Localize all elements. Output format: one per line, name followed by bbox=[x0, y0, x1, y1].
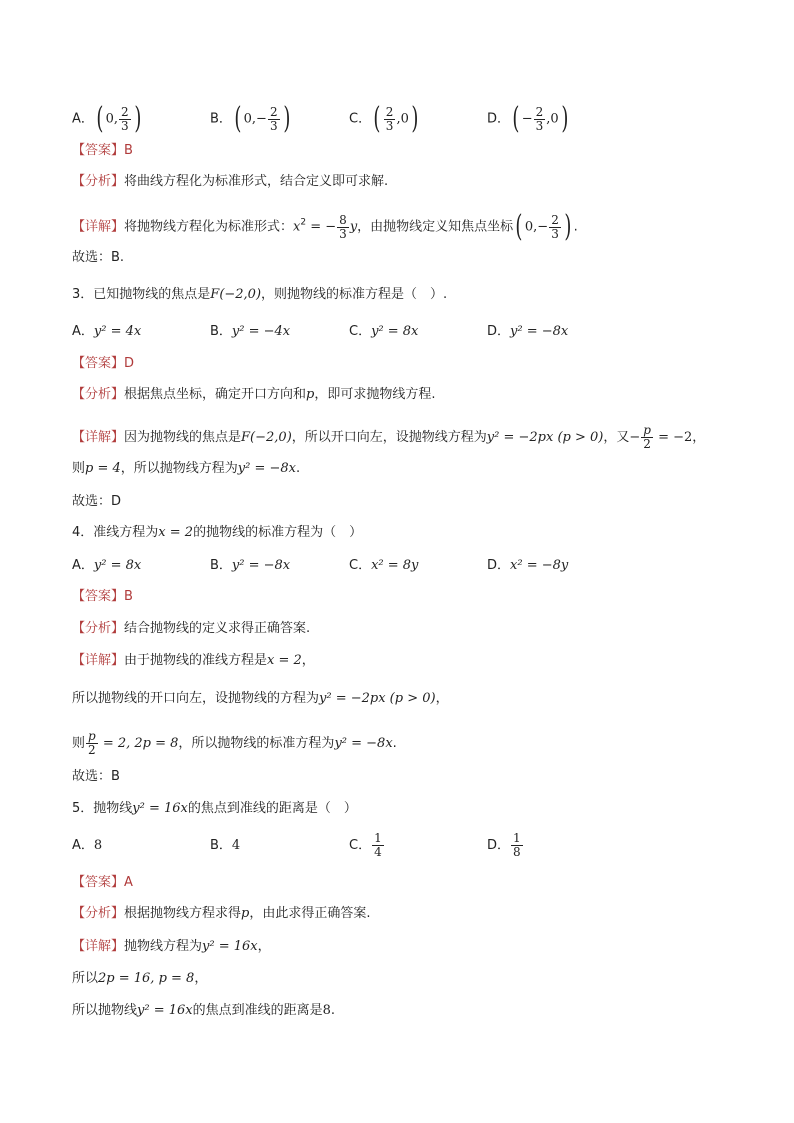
q2-analysis bbox=[72, 173, 388, 191]
numerator: 2 bbox=[535, 104, 544, 119]
detail-tag: 【详解】 bbox=[72, 653, 125, 668]
option-label: B． bbox=[210, 324, 232, 339]
option-value: y² = −8x bbox=[510, 324, 569, 339]
option-value: ,0 bbox=[546, 111, 559, 127]
detail-text: . bbox=[392, 736, 397, 751]
analysis-tag: 【分析】 bbox=[72, 621, 125, 636]
option-label: C． bbox=[349, 558, 372, 573]
numerator: 1 bbox=[513, 831, 521, 845]
option-value: y² = −8x bbox=[231, 558, 291, 573]
q5-detail bbox=[72, 938, 271, 956]
numerator: p bbox=[88, 729, 96, 743]
q2-option-d bbox=[487, 101, 570, 136]
analysis-text: 结合抛物线的定义求得正确答案. bbox=[124, 621, 311, 636]
denominator: 3 bbox=[385, 118, 394, 133]
q4-analysis bbox=[72, 620, 310, 638]
option-value: 0,− bbox=[243, 111, 267, 127]
stem-text: ．已知抛物线的焦点是 bbox=[80, 287, 211, 302]
fraction bbox=[268, 106, 280, 133]
analysis-text: ，由此求得正确答案. bbox=[249, 906, 371, 921]
detail-text: 所以抛物线的开口向左，设抛物线的方程为 bbox=[72, 691, 320, 706]
q3-choose: 故选：D bbox=[72, 494, 122, 509]
q5-answer bbox=[72, 874, 133, 892]
detail-text: 将抛物线方程化为标准形式： bbox=[124, 219, 294, 235]
option-label: B． bbox=[210, 111, 232, 127]
q4-option-b bbox=[210, 557, 290, 575]
math-expr: x = 2 bbox=[267, 653, 302, 668]
detail-text: . bbox=[296, 461, 301, 476]
denominator: 2 bbox=[88, 743, 96, 757]
answer-tag: 【答案】 bbox=[72, 589, 125, 604]
detail-text: ，所以开口向左，设抛物线方程为 bbox=[291, 430, 487, 445]
q5-option-c bbox=[349, 832, 385, 859]
math-expr: F(−2,0) bbox=[210, 287, 262, 302]
q4-detail-line3 bbox=[72, 730, 397, 757]
q4-detail bbox=[72, 652, 315, 670]
option-value: y² = 8x bbox=[93, 558, 142, 573]
option-label: D． bbox=[487, 111, 511, 127]
paren-right: ) bbox=[411, 101, 419, 136]
q3-stem bbox=[72, 286, 447, 304]
math-expr: 2p = 16, p = 8 bbox=[98, 971, 195, 986]
denominator: 3 bbox=[121, 118, 129, 133]
answer-tag: 【答案】 bbox=[72, 875, 125, 890]
numerator: 2 bbox=[269, 104, 278, 119]
option-label: A． bbox=[72, 838, 94, 853]
numerator: 2 bbox=[385, 104, 394, 119]
answer-tag: 【答案】 bbox=[72, 356, 125, 371]
detail-tag: 【详解】 bbox=[72, 430, 125, 445]
q2-detail bbox=[72, 209, 578, 244]
q5-option-a bbox=[72, 837, 102, 855]
paren-right: ) bbox=[564, 209, 572, 244]
q4-stem bbox=[72, 524, 362, 542]
denominator: 4 bbox=[374, 845, 382, 859]
math-expr: x = 2 bbox=[158, 525, 194, 540]
detail-text: ，由抛物线定义知焦点坐标 bbox=[357, 219, 514, 235]
q4-option-a bbox=[72, 557, 141, 575]
math-var: p bbox=[306, 387, 315, 402]
q2-option-b bbox=[210, 101, 292, 136]
option-value: 4 bbox=[231, 838, 241, 853]
detail-text: 的焦点到准线的距离是 bbox=[192, 1003, 323, 1018]
math-expr: y² = −8x bbox=[334, 736, 393, 751]
q5-analysis bbox=[72, 905, 371, 923]
denominator: 3 bbox=[269, 118, 278, 133]
q5-option-b bbox=[210, 837, 240, 855]
detail-text: . bbox=[573, 219, 578, 235]
fraction bbox=[384, 106, 396, 133]
option-label: A． bbox=[72, 558, 94, 573]
detail-text: ， bbox=[435, 691, 449, 706]
fraction bbox=[549, 214, 561, 241]
option-value: ,0 bbox=[396, 111, 409, 127]
option-label: D． bbox=[487, 324, 511, 339]
answer-value: B bbox=[124, 589, 133, 604]
q4-option-c bbox=[349, 557, 418, 575]
detail-text: 因为抛物线的焦点是 bbox=[124, 430, 242, 445]
math-expr: y² = 16x bbox=[132, 801, 188, 816]
fraction bbox=[372, 832, 384, 859]
option-label: A． bbox=[72, 111, 94, 127]
detail-text: ， bbox=[301, 653, 315, 668]
option-label: C． bbox=[349, 838, 372, 853]
math-var: x bbox=[293, 219, 301, 235]
option-label: A． bbox=[72, 324, 94, 339]
option-value: 8 bbox=[93, 838, 103, 853]
math-expr: y² = −2px (p > 0) bbox=[486, 430, 604, 445]
paren-left: ( bbox=[515, 209, 523, 244]
denominator: 3 bbox=[551, 226, 559, 241]
q5-option-d bbox=[487, 832, 524, 859]
option-value: y² = 4x bbox=[93, 324, 142, 339]
paren-left: ( bbox=[96, 101, 104, 136]
stem-text: ．准线方程为 bbox=[80, 525, 159, 540]
math-expr: y² = 16x bbox=[137, 1003, 193, 1018]
math-expr: = 2, 2p = 8 bbox=[98, 736, 179, 751]
answer-value: A bbox=[124, 875, 133, 890]
q5-detail-line3 bbox=[72, 1002, 335, 1020]
analysis-tag: 【分析】 bbox=[72, 387, 125, 402]
stem-text: ，则抛物线的标准方程是（ ）. bbox=[261, 287, 448, 302]
fraction bbox=[641, 424, 653, 451]
detail-tag: 【详解】 bbox=[72, 219, 125, 235]
q2-option-a bbox=[72, 101, 143, 136]
q4-answer bbox=[72, 588, 133, 606]
q3-detail bbox=[72, 424, 705, 451]
question-number: 5 bbox=[72, 801, 81, 816]
fraction bbox=[534, 106, 546, 133]
detail-text: 由于抛物线的准线方程是 bbox=[124, 653, 268, 668]
q2-choose: 故选：B. bbox=[72, 250, 125, 265]
q3-option-a bbox=[72, 323, 141, 341]
analysis-text: 将曲线方程化为标准形式，结合定义即可求解. bbox=[124, 174, 389, 189]
math-expr: = −2， bbox=[653, 430, 706, 445]
detail-text: ，又 bbox=[603, 430, 630, 445]
q4-choose: 故选：B bbox=[72, 769, 120, 784]
answer-value: B bbox=[124, 143, 133, 158]
q2-option-c bbox=[349, 101, 421, 136]
paren-right: ) bbox=[561, 101, 569, 136]
math-text: 0,− bbox=[524, 219, 549, 235]
numerator: 8 bbox=[339, 212, 347, 227]
detail-text: 则 bbox=[72, 736, 86, 751]
math-expr: y² = 16x bbox=[202, 939, 258, 954]
stem-text: 的抛物线的标准方程为（ ） bbox=[193, 525, 363, 540]
q3-answer bbox=[72, 355, 134, 373]
option-value: y² = −4x bbox=[231, 324, 291, 339]
detail-text: 抛物线方程为 bbox=[124, 939, 203, 954]
q3-option-b bbox=[210, 323, 290, 341]
option-value: x² = 8y bbox=[371, 558, 419, 573]
option-label: C． bbox=[349, 111, 372, 127]
q4-option-d bbox=[487, 557, 568, 575]
denominator: 3 bbox=[535, 118, 544, 133]
detail-text: 则 bbox=[72, 461, 86, 476]
math-op: = − bbox=[306, 219, 337, 235]
detail-text: . bbox=[330, 1003, 336, 1018]
analysis-text: 根据焦点坐标，确定开口方向和 bbox=[124, 387, 307, 402]
numerator: p bbox=[643, 423, 651, 437]
q2-answer bbox=[72, 142, 133, 160]
numerator: 2 bbox=[121, 104, 129, 119]
q3-option-c bbox=[349, 323, 418, 341]
option-label: B． bbox=[210, 838, 232, 853]
answer-tag: 【答案】 bbox=[72, 143, 125, 158]
math-var: y bbox=[349, 219, 358, 235]
q5-detail-line2 bbox=[72, 970, 207, 988]
question-number: 3 bbox=[72, 287, 81, 302]
analysis-text: 根据抛物线方程求得 bbox=[124, 906, 242, 921]
option-value: x² = −8y bbox=[510, 558, 569, 573]
fraction bbox=[337, 214, 349, 241]
denominator: 2 bbox=[643, 437, 651, 451]
math-expr: p = 4 bbox=[85, 461, 121, 476]
math-expr: y² = −8x bbox=[237, 461, 296, 476]
superscript: 2 bbox=[300, 217, 307, 228]
denominator: 8 bbox=[513, 845, 521, 859]
detail-text: 所以 bbox=[72, 971, 99, 986]
numerator: 1 bbox=[374, 831, 382, 845]
stem-text: 的焦点到准线的距离是（ ） bbox=[187, 801, 357, 816]
stem-text: ．抛物线 bbox=[80, 801, 133, 816]
math-op: − bbox=[629, 430, 641, 445]
option-value: 0, bbox=[105, 111, 119, 127]
answer-value: D bbox=[124, 356, 135, 371]
option-label: D． bbox=[487, 838, 511, 853]
detail-text: ， bbox=[257, 939, 271, 954]
q3-detail-line2 bbox=[72, 460, 300, 478]
detail-tag: 【详解】 bbox=[72, 939, 125, 954]
paren-left: ( bbox=[234, 101, 242, 136]
math-var: p bbox=[241, 906, 250, 921]
paren-left: ( bbox=[512, 101, 520, 136]
analysis-tag: 【分析】 bbox=[72, 906, 125, 921]
paren-left: ( bbox=[373, 101, 381, 136]
detail-text: ， bbox=[194, 971, 208, 986]
detail-text: ，所以抛物线的标准方程为 bbox=[178, 736, 335, 751]
math-expr: F(−2,0) bbox=[241, 430, 292, 445]
paren-right: ) bbox=[134, 101, 142, 136]
option-label: C． bbox=[349, 324, 372, 339]
option-label: B． bbox=[210, 558, 232, 573]
q3-analysis bbox=[72, 386, 436, 404]
q3-option-d bbox=[487, 323, 568, 341]
analysis-text: ，即可求抛物线方程. bbox=[314, 387, 436, 402]
question-number: 4 bbox=[72, 525, 81, 540]
fraction bbox=[119, 106, 131, 133]
paren-right: ) bbox=[282, 101, 290, 136]
q4-detail-line2 bbox=[72, 690, 449, 708]
option-value: − bbox=[521, 111, 533, 127]
option-label: D． bbox=[487, 558, 511, 573]
fraction bbox=[511, 832, 523, 859]
denominator: 3 bbox=[339, 226, 347, 241]
option-value: y² = 8x bbox=[371, 324, 419, 339]
detail-text: ，所以抛物线方程为 bbox=[120, 461, 238, 476]
math-expr: y² = −2px (p > 0) bbox=[319, 691, 436, 706]
numerator: 2 bbox=[551, 212, 559, 227]
q5-stem bbox=[72, 800, 357, 818]
detail-text: 所以抛物线 bbox=[72, 1003, 138, 1018]
analysis-tag: 【分析】 bbox=[72, 174, 125, 189]
math-value: 8 bbox=[322, 1003, 331, 1018]
fraction bbox=[86, 730, 98, 757]
